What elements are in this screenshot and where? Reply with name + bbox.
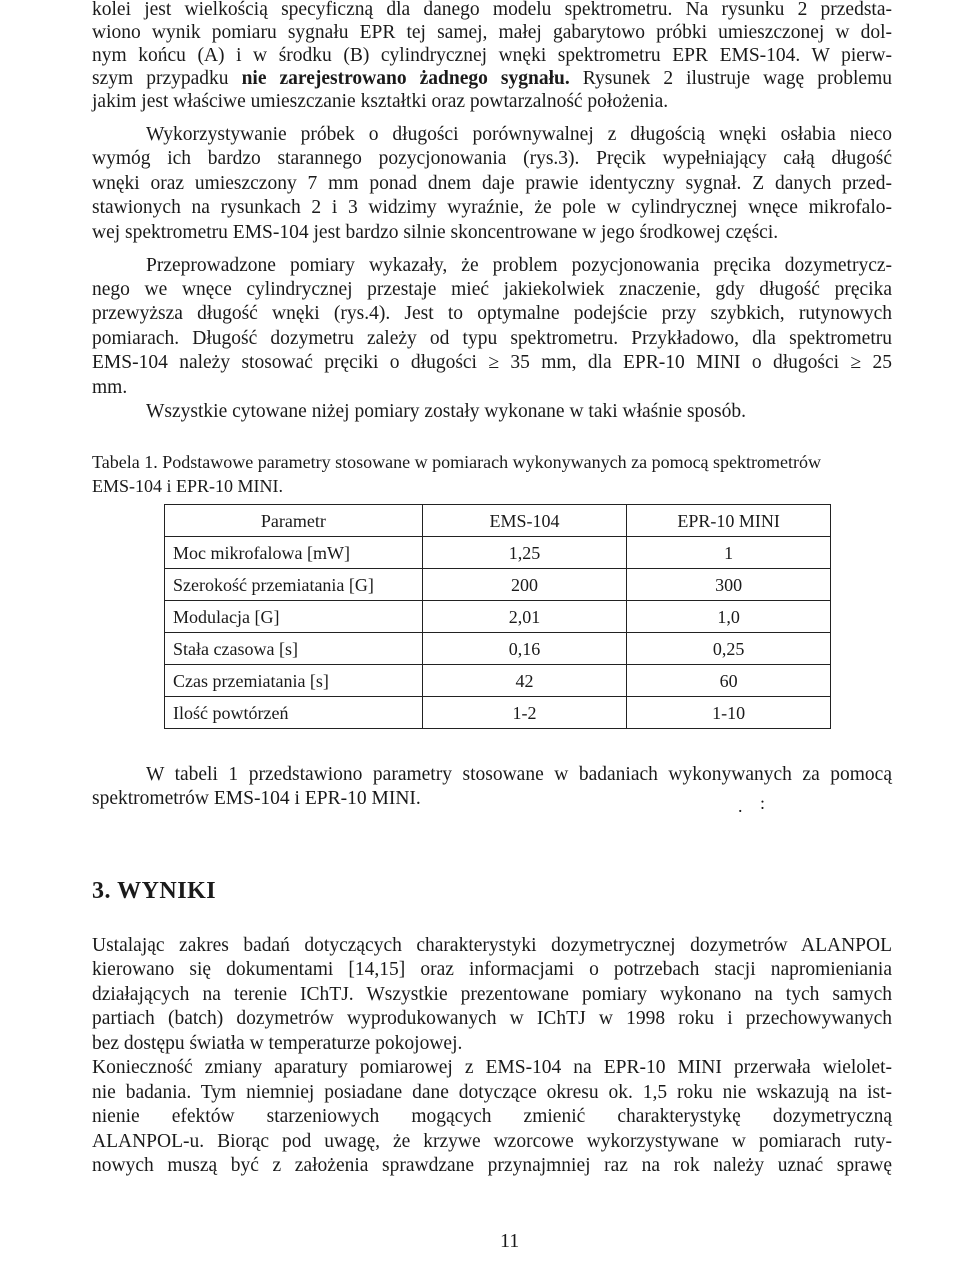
text-line: kolei jest wielkością specyficzną dla danego modelu spektrometru. Na rysunku 2 przedsta- [92,0,892,20]
text-segment: Rysunek 2 ilustruje wagę problemu [569,68,892,89]
table-header-cell: EPR-10 MINI [627,505,831,537]
scan-speck: : [760,793,766,813]
text-line: Przeprowadzone pomiary wykazały, że problem pozycjonowania pręcika dozymetrycz- [146,255,892,276]
text-line: EMS-104 należy stosować pręciki o długości ≥ 35 mm, dla EPR-10 MINI o długości ≥ 25 [92,352,892,373]
text-segment: szym przypadku [92,68,242,89]
text-line: wnęki oraz umieszczony 7 mm ponad dnem daje prawie identyczny sygnał. Z danych przed- [92,173,892,194]
text-line: Konieczność zmiany aparatury pomiarowej z EMS-104 na EPR-10 MINI przerwała wielolet- [92,1057,892,1078]
table-cell: Modulacja [G] [165,601,423,633]
table-header-cell: Parametr [165,505,423,537]
text-line: W tabeli 1 przedstawiono parametry stosowane w badaniach wykonywanych za pomocą [146,764,892,785]
table-cell: Moc mikrofalowa [mW] [165,537,423,569]
text-line: działających na terenie IChTJ. Wszystkie prezentowane pomiary wykonano na tych samych [92,984,892,1005]
text-line: wiono wynik pomiaru sygnału EPR tej samej, małej gabarytowo próbki umieszczonej w dol- [92,22,892,43]
table-cell: 1,25 [422,537,627,569]
text-line: bez dostępu światła w temperaturze pokojowej. [92,1033,463,1054]
table-row [165,601,831,633]
text-line: Ustalając zakres badań dotyczących charakterystyki dozymetrycznej dozymetrów ALANPOL [92,935,892,956]
bold-phrase: nie zarejestrowano żadnego sygnału. [241,68,570,89]
table-cell: Szerokość przemiatania [G] [165,569,423,601]
text-line: ALANPOL-u. Biorąc pod uwagę, że krzywe wzorcowe wykorzystywane w pomiarach ruty- [92,1131,892,1152]
table-row [165,633,831,665]
table-cell: Stała czasowa [s] [165,633,423,665]
table-row [165,537,831,569]
table-cell: 1 [627,537,831,569]
table-cell: 60 [627,665,831,697]
table-cell: 1,0 [627,601,831,633]
section-heading: 3. WYNIKI [92,878,217,904]
table-cell: 42 [422,665,627,697]
text-line: kierowano się dokumentami [14,15] oraz informacjami o potrzebach stacji napromieniania [92,959,892,980]
table-header-row [165,505,831,537]
table-cell: 0,16 [422,633,627,665]
text-line: wej spektrometru EMS-104 jest bardzo silnie skoncentrowane w jego środkowej części. [92,222,779,243]
table-header-cell: EMS-104 [422,505,627,537]
text-line: nowych muszą być z założenia sprawdzane przynajmniej raz na rok należy uznać sprawę [92,1155,892,1176]
text-line: nie badania. Tym niemniej posiadane dane dotyczące okresu ok. 1,5 roku nie wskazują na ist- [92,1082,892,1103]
text-line: nienie efektów starzeniowych mogących zmienić charakterystykę dozymetryczną [92,1106,892,1127]
table-cell: Ilość powtórzeń [165,697,423,729]
table-caption-line: Tabela 1. Podstawowe parametry stosowane w pomiarach wykonywanych za pomocą spektrometrów [92,452,822,472]
table-row [165,665,831,697]
text-line: przewyższa długość wnęki (rys.4). Jest to optymalne podejście przy szybkich, rutynowych [92,303,892,324]
text-line: mm. [92,377,128,398]
table-cell: 1-2 [422,697,627,729]
table-cell: Czas przemiatania [s] [165,665,423,697]
scan-speck: . [738,796,743,816]
text-line [92,67,892,91]
text-line: wymóg ich bardzo starannego pozycjonowania (rys.3). Pręcik wypełniający całą długość [92,148,892,169]
text-line: Wszystkie cytowane niżej pomiary zostały wykonane w taki właśnie sposób. [146,401,747,422]
table-row [165,697,831,729]
text-line: Wykorzystywanie próbek o długości porównywalnej z długością wnęki osłabia nieco [146,124,892,145]
table-cell: 200 [422,569,627,601]
parameters-table [164,504,831,729]
table-cell: 1-10 [627,697,831,729]
text-line: spektrometrów EMS-104 i EPR-10 MINI. [92,788,421,809]
text-line: nego we wnęce cylindrycznej przestaje mieć jakiekolwiek znaczenie, gdy długość pręcika [92,279,892,300]
table-caption-line: EMS-104 i EPR-10 MINI. [92,476,284,496]
page-number: 11 [500,1230,520,1252]
table-cell: 2,01 [422,601,627,633]
table-cell: 0,25 [627,633,831,665]
text-line: jakim jest właściwe umieszczanie kształtki oraz powtarzalność położenia. [92,91,669,112]
text-line: stawionych na rysunkach 2 i 3 widzimy wyraźnie, że pole w cylindrycznej wnęce mikrofalo- [92,197,892,218]
table-row [165,569,831,601]
text-line: pomiarach. Długość dozymetru zależy od typu spektrometru. Przykładowo, dla spektrometru [92,328,892,349]
table-cell: 300 [627,569,831,601]
text-line: nym końcu (A) i w środku (B) cylindrycznej wnęki spektrometru EPR EMS-104. W pierw- [92,45,892,66]
text-line: partiach (batch) dozymetrów wyprodukowanych w IChTJ w 1998 roku i przechowywanych [92,1008,892,1029]
